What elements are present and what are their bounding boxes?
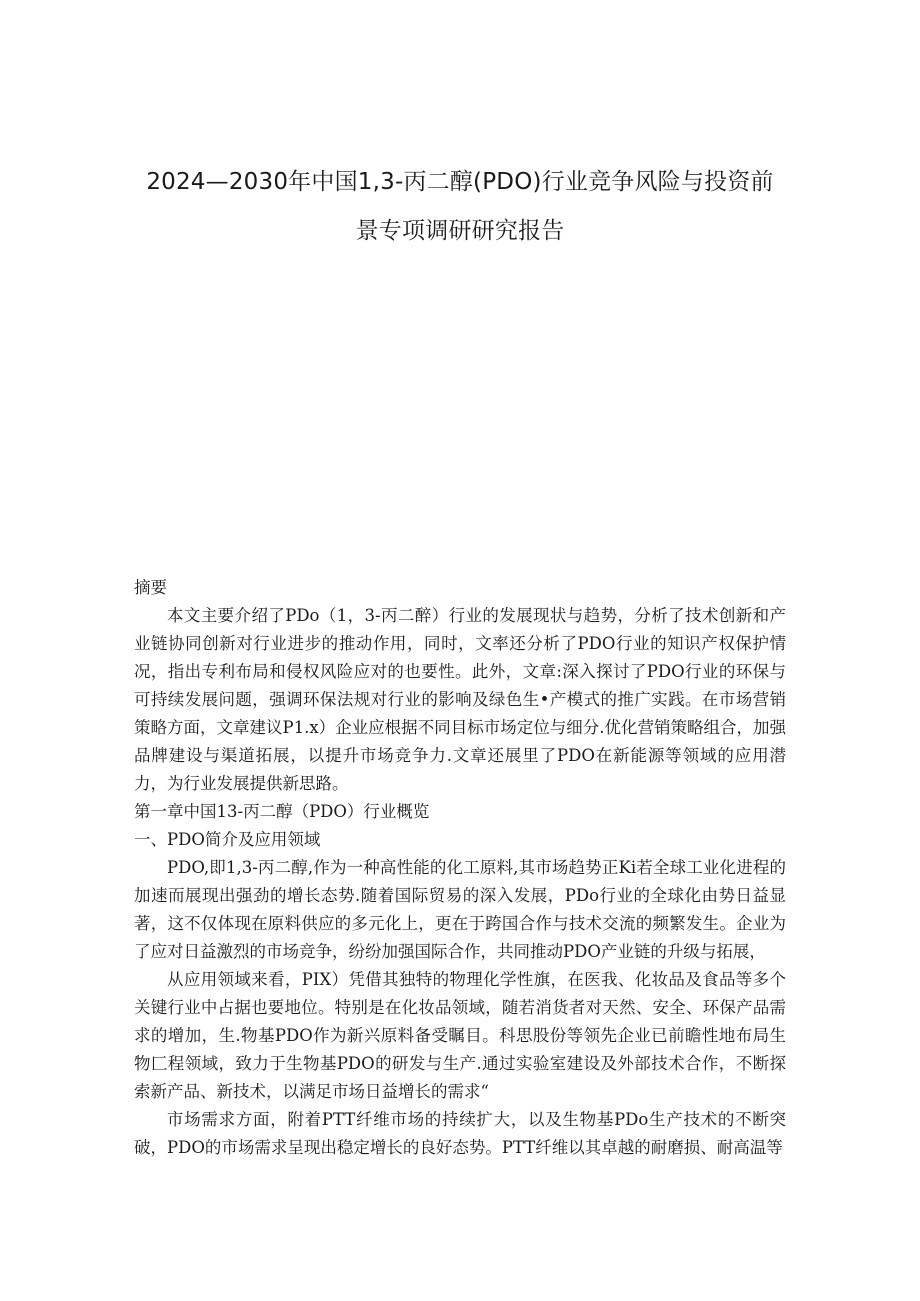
abstract-paragraph: 本文主要介绍了PDo（1，3-丙二醉）行业的发展现状与趋势，分析了技术创新和产业链协同创新对行业进步的推动作用，同时，文率还分析了PDO行业的知识产权保护情况，指出专利布局和侵权风险应对的也要性。此外，文章:深入探讨了PDO行业的环保与可持续发展问题，强调环保法规对行业的影响及绿色生•产模式的推广实践。在市场营销策略方面，文章建议P1.x）企业应根据不同目标市场定位与细分.优化营销策略组合，加强品牌建设与渠道拓展，以提升市场竞争力.文章还展里了PDO在新能源等领域的应用潜力，为行业发展提供新思路。 xyxy=(134,606,786,793)
report-title-line-2: 景专项调研研究报告 xyxy=(355,218,565,244)
body-paragraph: 从应用领域来看，PIX）凭借其独特的物理化学性旗，在医我、化妆品及食品等多个关键行业中占据也要地位。特别是在化妆品领域，随若消货者对天然、安全、环保产品需求的增加，生.物基PDO作为新兴原料备受瞩目。科思股份等领先企业已前瞻性地布局生物匚程领域，致力于生物基PDO的研发与生产.通过实验室建设及外部技术合作，不断探索新产品、新技术，以满足市场日益增长的需求“ xyxy=(134,970,786,1101)
abstract-heading: 摘要 xyxy=(134,578,167,597)
body-paragraph: 市场需求方面，附着PTT纤维市场的持续扩大，以及生物基PDo生产技术的不断突破，PDO的市场需求呈现出稳定增长的良好态势。PTT纤维以其卓越的耐磨损、耐高温等 xyxy=(134,1110,786,1157)
body-paragraph: PDO,即1,3-丙二醇,作为一种高性能的化工原料,其市场趋势正Ki若全球工业化进程的加速而展现出强劲的增长态势.随着国际贸易的深入发展，PDo行业的全球化由势日益显著，这不仅体现在原料供应的多元化上，更在于跨国合作与技术交流的频繁发生。企业为了应对日益激烈的市场竞争，纷纷加强国际合作，共同推动PDO产业链的升级与拓展， xyxy=(134,858,786,961)
report-title-line-1: 2024—2030年中国1,3-丙二醇(PDO)行业竞争风险与投资前 xyxy=(146,169,774,195)
section-heading: 一、PDO简介及应用领域 xyxy=(134,830,321,849)
body-text xyxy=(134,574,786,1162)
chapter-heading: 第一章中国13-丙二醇（PDO）行业概览 xyxy=(134,802,430,821)
